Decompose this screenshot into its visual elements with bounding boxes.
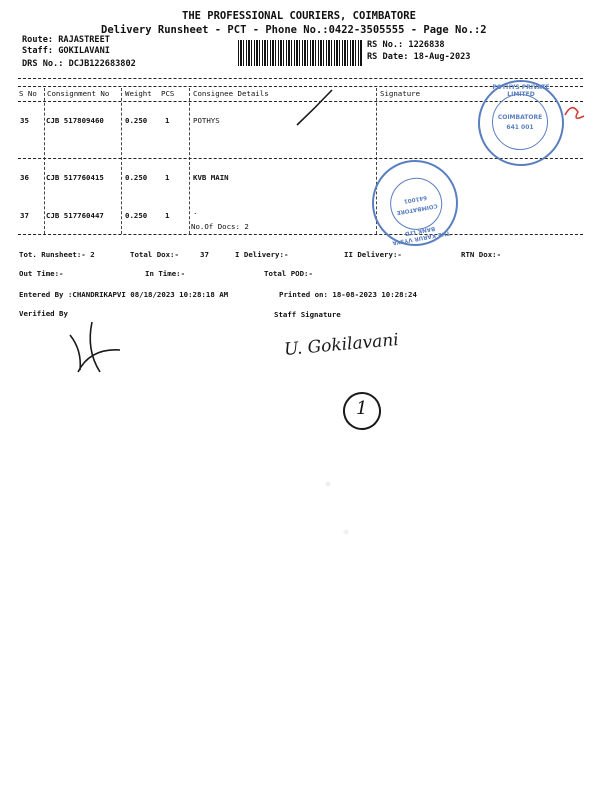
row-pcs: 1 [165,116,170,125]
row-consignment: CJB 517809460 [46,116,104,125]
staff-label: Staff: GOKILAVANI [22,46,110,56]
runsheet-subtitle: Delivery Runsheet - PCT - Phone No.:0422-3505555 - Page No.:2 [101,24,487,36]
staff-handwritten-signature: U. Gokilavani [283,330,400,360]
entered-by: Entered By :CHANDRIKAPVI 08/18/2023 10:28:18 AM [19,290,229,299]
pothys-stamp-city: COIMBATORE [497,114,543,121]
in-time: In Time:- [145,269,186,278]
total-dox-value: 37 [200,250,209,259]
pothys-stamp [478,80,564,166]
col-consignment: Consignment No [47,89,110,98]
consignee-tick-mark [297,90,332,125]
row-pcs: 1 [165,211,170,220]
row-consignee: KVB MAIN [193,173,229,182]
row-consignment: CJB 517760415 [46,173,104,182]
drs-number: DRS No.: DCJB122683802 [22,59,136,69]
rs-date: RS Date: 18-Aug-2023 [367,52,471,62]
row-weight: 0.250 [125,173,148,182]
total-pod: Total POD:- [264,269,313,278]
pothys-stamp-inner-ring [492,94,548,150]
company-title: THE PROFESSIONAL COURIERS, COIMBATORE [182,10,416,22]
rs-number: RS No.: 1226838 [367,40,445,50]
verified-signature-scribble [70,322,120,372]
col-signature: Signature [380,89,421,98]
kvb-stamp-pin: 641001 [403,193,428,204]
tot-runsheet: Tot. Runsheet:- 2 [19,250,95,259]
faded-bleedthrough [310,460,370,580]
col-pcs: PCS [161,89,175,98]
total-dox-label: Total Dox:- [130,250,179,259]
col-sno: S No [19,89,37,98]
row-sno: 36 [20,173,29,182]
kvb-stamp-text: THE KARUR VYSYA BANK LTD [391,224,451,246]
circled-number: 1 [356,398,368,419]
rtn-dox: RTN Dox:- [461,250,502,259]
verified-by: Verified By [19,309,68,318]
red-initial-mark [565,108,584,119]
col-consignee: Consignee Details [193,89,269,98]
row-sno: 35 [20,116,29,125]
pothys-stamp-text: POTHYS PRIVATE LIMITED [492,84,550,98]
kvb-stamp-city: COIMBATORE [396,202,438,216]
row-consignee: . [193,207,198,216]
staff-signature-label: Staff Signature [274,310,341,319]
out-time: Out Time:- [19,269,64,278]
row-consignee: POTHYS [193,116,220,125]
i-delivery: I Delivery:- [235,250,289,259]
row-weight: 0.250 [125,211,148,220]
ii-delivery: II Delivery:- [344,250,402,259]
no-of-docs: No.Of Docs: 2 [191,222,249,231]
pothys-stamp-pin: 641 001 [506,124,534,131]
col-weight: Weight [125,89,152,98]
row-pcs: 1 [165,173,170,182]
row-sno: 37 [20,211,29,220]
row-consignment: CJB 517760447 [46,211,104,220]
row-weight: 0.250 [125,116,148,125]
printed-on: Printed on: 18-08-2023 10:28:24 [279,290,417,299]
route-label: Route: RAJASTREET [22,35,110,45]
